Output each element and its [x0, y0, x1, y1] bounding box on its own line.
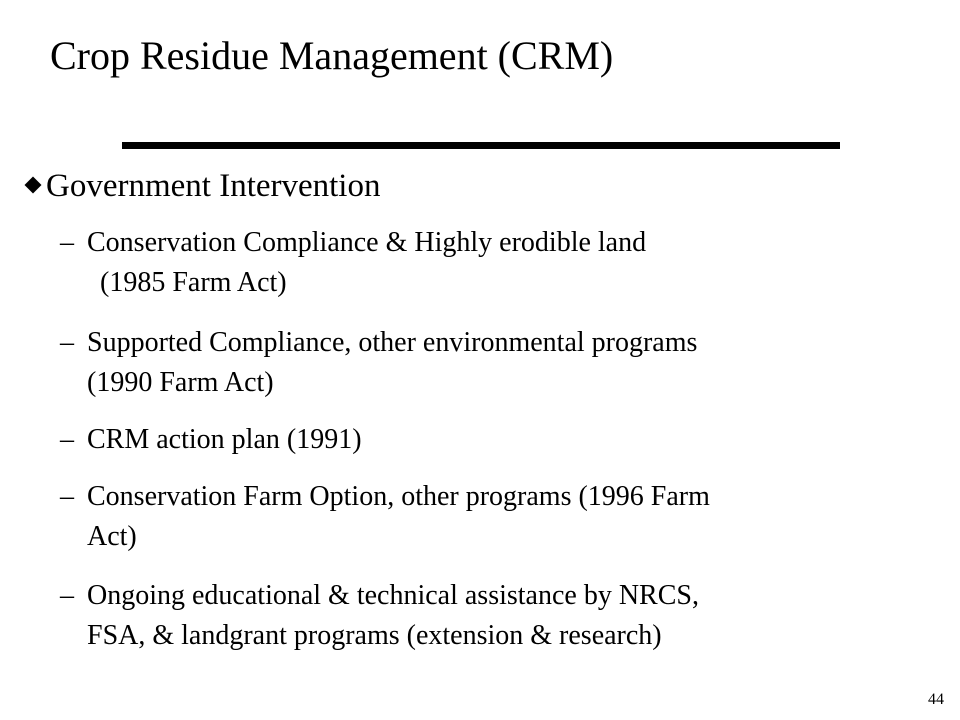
sub-item-text: CRM action plan (1991)	[87, 424, 362, 455]
sub-item-text-continued: Act)	[87, 521, 137, 552]
sub-item-1985-act	[60, 223, 646, 303]
page-number: 44	[928, 691, 944, 708]
dash-marker: –	[60, 327, 74, 358]
dash-marker: –	[60, 424, 74, 455]
diamond-bullet-icon	[25, 177, 42, 194]
sub-item-crm-plan	[60, 420, 362, 460]
dash-marker: –	[60, 481, 74, 512]
sub-item-assistance	[60, 576, 699, 656]
sub-item-1990-act	[60, 323, 697, 403]
sub-item-text: Ongoing educational & technical assistance by NRCS,	[87, 580, 699, 611]
sub-item-text-continued: FSA, & landgrant programs (extension & research)	[87, 620, 662, 651]
main-bullet-text: Government Intervention	[46, 168, 381, 204]
dash-marker: –	[60, 227, 74, 258]
dash-marker: –	[60, 580, 74, 611]
sub-item-text: Conservation Compliance & Highly erodible land	[87, 227, 647, 258]
title-underline	[122, 142, 840, 149]
sub-item-text-continued: (1985 Farm Act)	[100, 267, 287, 298]
slide-title: Crop Residue Management (CRM)	[50, 33, 614, 78]
sub-item-text: Supported Compliance, other environmental programs	[87, 327, 698, 358]
sub-item-text: Conservation Farm Option, other programs (1996 Farm	[87, 481, 710, 512]
sub-item-1996-act	[60, 477, 710, 557]
sub-item-text-continued: (1990 Farm Act)	[87, 367, 274, 398]
